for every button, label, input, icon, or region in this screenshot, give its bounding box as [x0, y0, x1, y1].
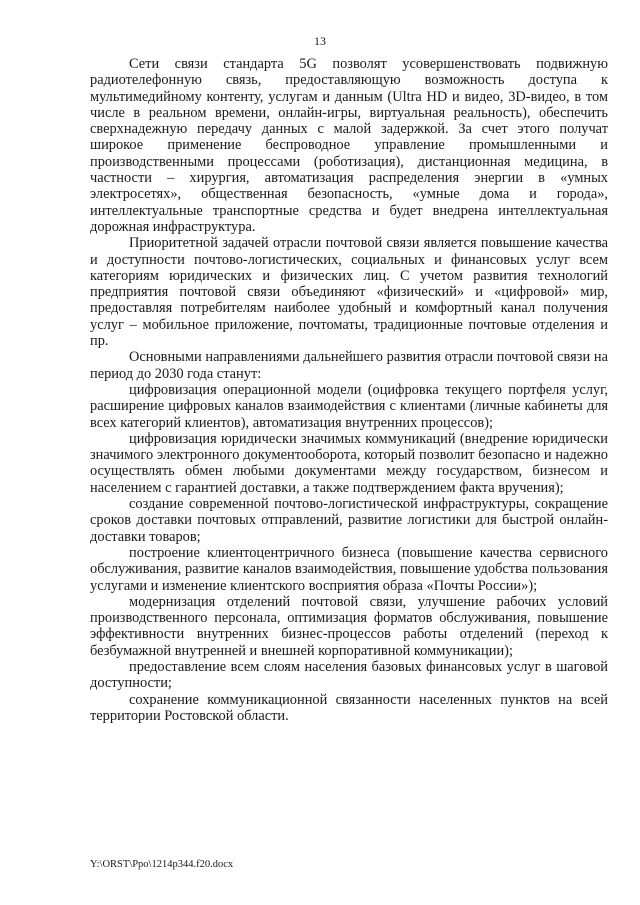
- list-item-client-centric-business: построение клиентоцентричного бизнеса (повышение качества сервисного обслуживания, развитие каналов взаимодействия, повышение удобства пользования услугами и изменение клиентского восприятия образа «Почты России»);: [90, 544, 608, 594]
- page-number: 13: [314, 34, 326, 48]
- footer-file-path: Y:\ORST\Ppo\1214p344.f20.docx: [90, 859, 234, 870]
- list-item-legal-communications: цифровизация юридически значимых коммуникаций (внедрение юридически значимого электронного документооборота, который позволит безопасно и надежно осуществлять обмен любыми документами между государством, бизнесом и населением с гарантией доставки, а также подтверждением факта вручения);: [90, 430, 608, 496]
- paragraph-postal-priority: Приоритетной задачей отрасли почтовой связи является повышение качества и доступности почтово-логистических, социальных и финансовых услуг всем категориям юридических и физических лиц. С учетом развития технологий предприятия почтовой связи объединяют «физический» и «цифровой» мир, предоставляя потребителям наиболее удобный и комфортный канал получения услуг – мобильное приложение, почтоматы, традиционные почтовые отделения и пр.: [90, 235, 608, 350]
- paragraph-main-directions: Основными направлениями дальнейшего развития отрасли почтовой связи на период до 2030 года станут:: [90, 349, 608, 382]
- list-item-operational-digitalization: цифровизация операционной модели (оцифровка текущего портфеля услуг, расширение цифровых каналов взаимодействия с клиентами (личные кабинеты для всех категорий клиентов), автоматизация внутренних процессов);: [90, 381, 608, 431]
- body-text: [90, 56, 608, 724]
- list-item-logistics-infrastructure: создание современной почтово-логистической инфраструктуры, сокращение сроков доставки почтовых отправлений, развитие логистики для быстрой онлайн-доставки товаров;: [90, 496, 608, 545]
- paragraph-5g-networks: Сети связи стандарта 5G позволят усовершенствовать подвижную радиотелефонную связь, предоставляющую возможность доступа к мультимедийному контенту, услугам и данным (Ultra HD и видео, 3D-видео, в том числе в реальном времени, онлайн-игры, виртуальная реальность), обеспечить сверхнадежную передачу данных с малой задержкой. За счет этого получат широкое применение беспроводное управление промышленными и производственными процессами (роботизация), дистанционная медицина, в частности – хирургия, автоматизация распределения энергии в «умных электросетях», общественная безопасность, «умные дома и города», интеллектуальные транспортные средства и будет внедрена интеллектуальная дорожная инфраструктура.: [90, 56, 608, 235]
- list-item-communication-connectivity: сохранение коммуникационной связанности населенных пунктов на всей территории Ростовской области.: [90, 691, 608, 724]
- list-item-financial-services: предоставление всем слоям населения базовых финансовых услуг в шаговой доступности;: [90, 658, 608, 692]
- list-item-office-modernization: модернизация отделений почтовой связи, улучшение рабочих условий производственного персонала, оптимизация форматов обслуживания, повышение эффективности внутренних бизнес-процессов работы отделений (переход к безбумажной внутренней и внешней корпоративной коммуникации);: [90, 593, 608, 659]
